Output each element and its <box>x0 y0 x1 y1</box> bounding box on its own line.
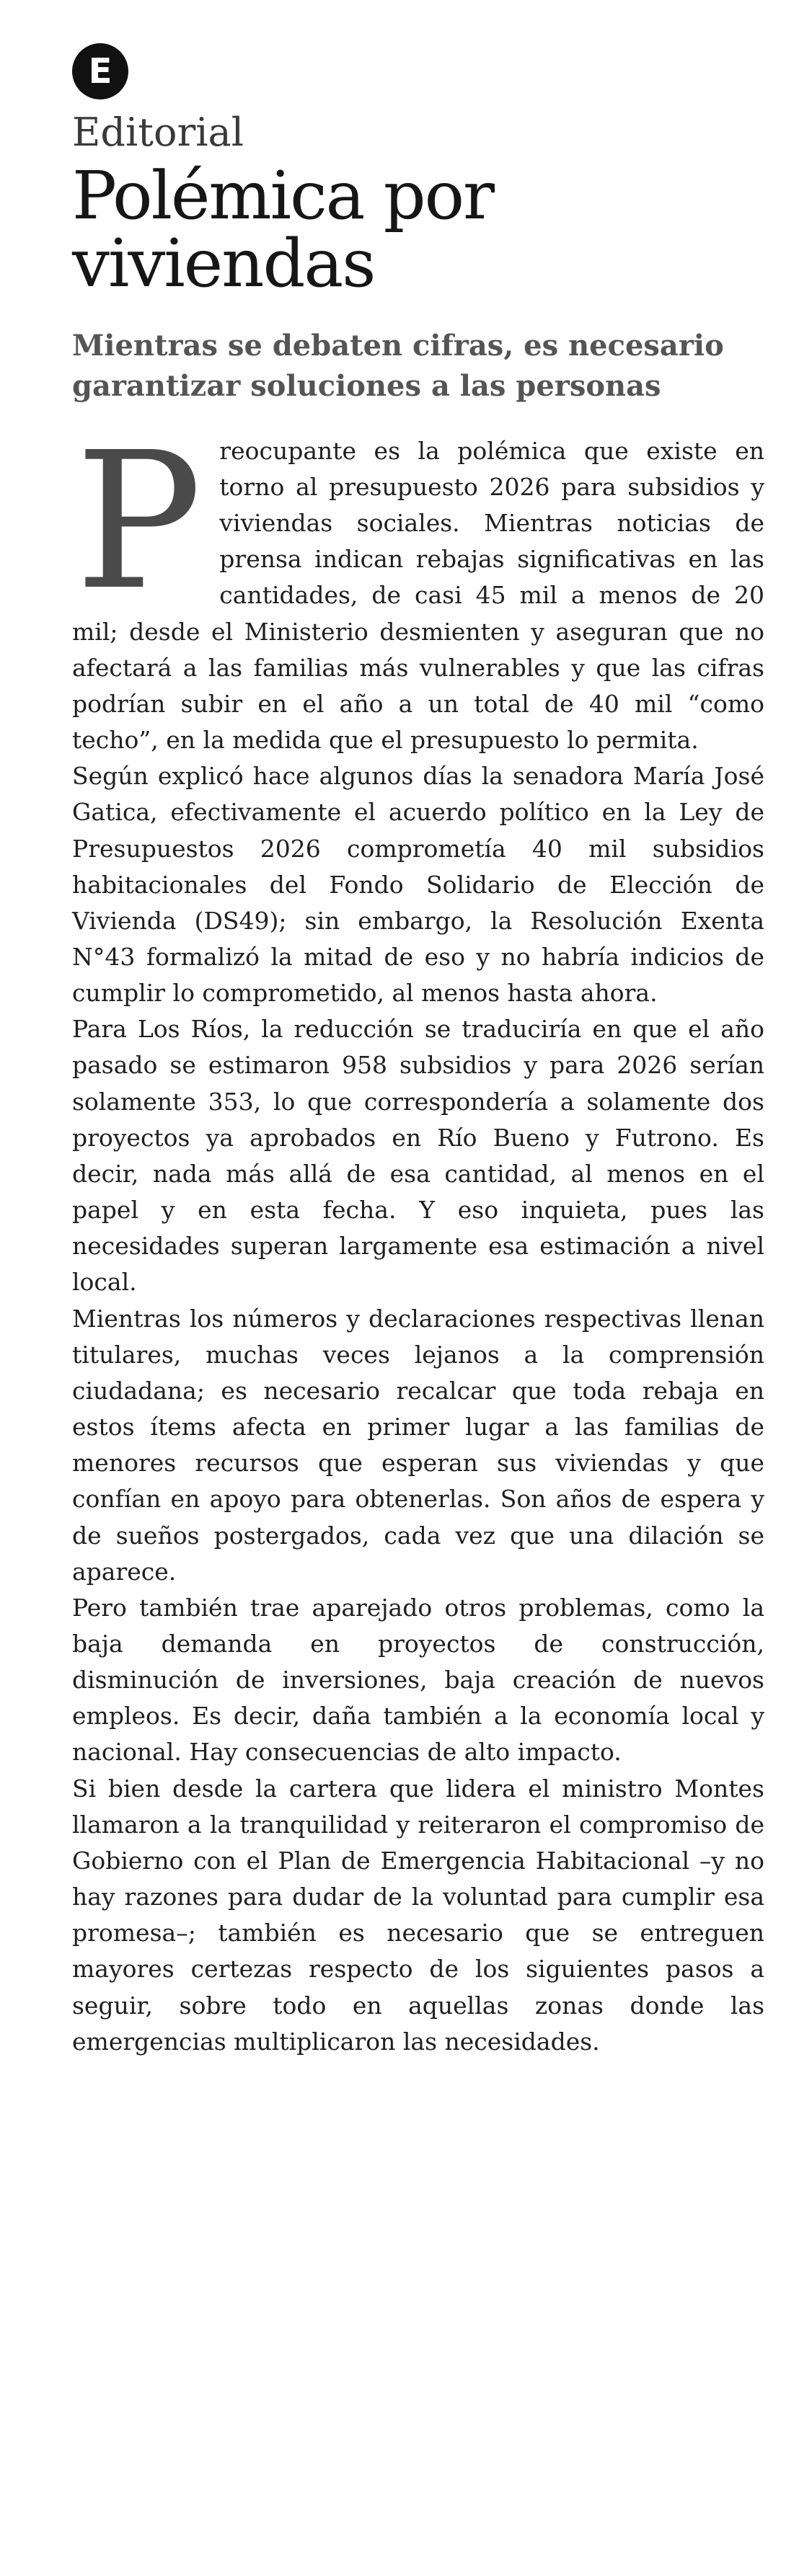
article-body <box>72 411 764 2060</box>
article-paragraph: Mientras los números y declaraciones respectivas llenan titulares, muchas veces lejanos a la comprensión ciudadana; es necesario recalcar que toda rebaja en estos ítems afecta en primer lugar a las familias de menores recursos que esperan sus viviendas y que confían en apoyo para obtenerlas. Son años de espera y de sueños postergados, cada vez que una dilación se aparece. <box>72 1304 764 1586</box>
article-paragraph: Según explicó hace algunos días la senadora María José Gatica, efectivamente el acuerdo político en la Ley de Presupuestos 2026 comprometía 40 mil subsidios habitacionales del Fondo Solidario de Elección de Vivienda (DS49); sin embargo, la Resolución Exenta N°43 formalizó la mitad de eso y no habría indicios de cumplir lo comprometido, al menos hasta ahora. <box>72 762 764 1008</box>
section-label: Editorial <box>72 110 244 155</box>
drop-cap: P <box>75 411 203 631</box>
first-paragraph-text: reocupante es la polémica que existe en torno al presupuesto 2026 para subsidios y viviendas sociales. Mientras noticias de prensa indican rebajas significativas en las cantidades, de casi 45 mil a menos de 20 mil; desde el Ministerio desmienten y aseguran que no afectará a las familias más vulnerables y que las cifras podrían subir en el año a un total de 40 mil “como techo”, en la medida que el presupuesto lo permita. <box>72 436 764 755</box>
section-badge-icon: E <box>72 43 128 99</box>
headline: Polémica por viviendas <box>72 156 493 302</box>
article-paragraph: Si bien desde la cartera que lidera el ministro Montes llamaron a la tranquilidad y reiteraron el compromiso de Gobierno con el Plan de Emergencia Habitacional –y no hay razones para dudar de la voluntad para cumplir esa promesa–; también es necesario que se entreguen mayores certezas respecto de los siguientes pasos a seguir, sobre todo en aquellas zonas donde las emergencias multiplicaron las necesidades. <box>72 1774 764 2056</box>
article-paragraph: Pero también trae aparejado otros problemas, como la baja demanda en proyectos de construcción, disminución de inversiones, baja creación de nuevos empleos. Es decir, daña también a la economía local y nacional. Hay consecuencias de alto impacto. <box>72 1593 764 1767</box>
article-paragraph: Para Los Ríos, la reducción se traduciría en que el año pasado se estimaron 958 subsidios y para 2026 serían solamente 353, lo que correspondería a solamente dos proyectos ya aprobados en Río Bueno y Futrono. Es decir, nada más allá de esa cantidad, al menos en el papel y en esta fecha. Y eso inquieta, pues las necesidades superan largamente esa estimación a nivel local. <box>72 1015 764 1297</box>
article-paragraph <box>72 411 764 758</box>
subheadline: Mientras se debaten cifras, es necesario garantizar soluciones a las personas <box>72 329 724 403</box>
